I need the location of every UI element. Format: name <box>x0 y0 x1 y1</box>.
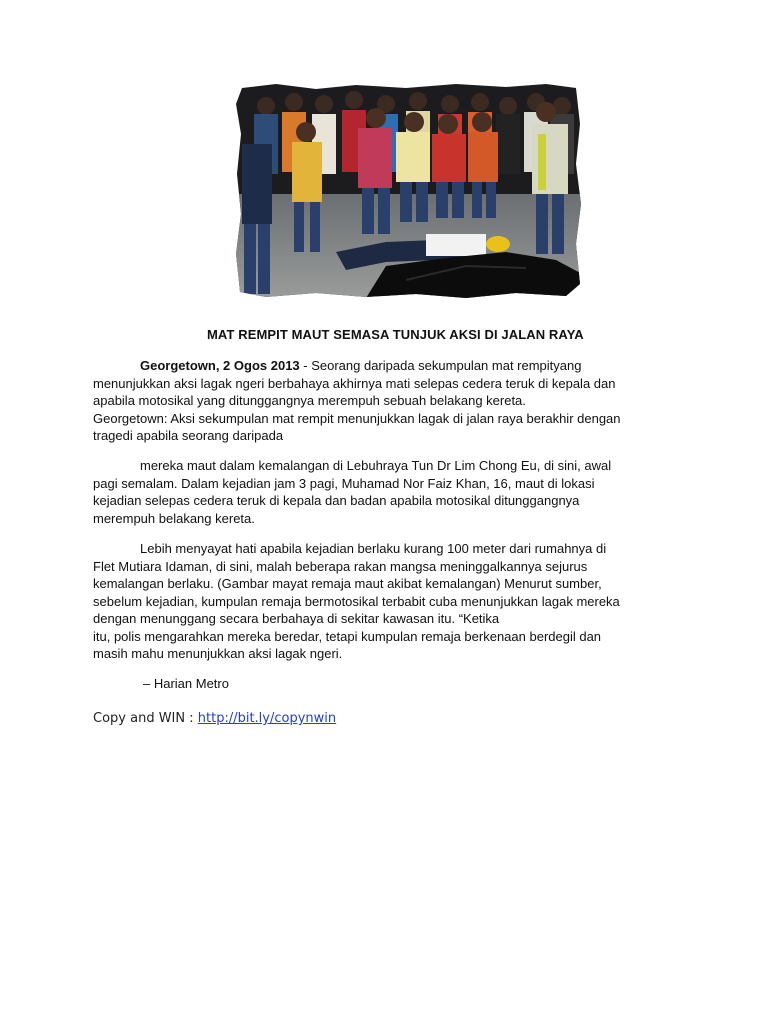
paragraph-line: tragedi apabila seorang daripada <box>93 428 284 443</box>
paragraph-line: apabila motosikal yang ditunggangnya merempuh sebuah belakang kereta. <box>93 393 526 408</box>
paragraph-line: menunjukkan aksi lagak ngeri berbahaya akhirnya mati selepas cedera teruk di kepala dan <box>93 375 616 391</box>
paragraph-line: Georgetown: Aksi sekumpulan mat rempit menunjukkan lagak di jalan raya berakhir dengan <box>93 410 621 426</box>
article-source: – Harian Metro <box>143 676 229 691</box>
article-paragraph-2 <box>93 457 683 527</box>
paragraph-line: Flet Mutiara Idaman, di sini, malah beberapa rakan mangsa meninggalkannya sejurus <box>93 558 588 574</box>
paragraph-line: masih mahu menunjukkan aksi lagak ngeri. <box>93 646 343 661</box>
paragraph-line <box>93 357 683 375</box>
promo-line <box>93 711 336 726</box>
paragraph-line: dengan menunggang secara berbahaya di sekitar kawasan itu. “Ketika <box>93 611 500 626</box>
paragraph-line: sebelum kejadian, kumpulan remaja bermotosikal terbabit cuba menunjukkan lagak mereka <box>93 593 620 609</box>
news-photo <box>236 84 582 298</box>
paragraph-line: merempuh belakang kereta. <box>93 510 255 526</box>
paragraph-line: mereka maut dalam kemalangan di Lebuhraya Tun Dr Lim Chong Eu, di sini, awal <box>140 458 612 473</box>
article-paragraph-3 <box>93 540 683 663</box>
article-headline: MAT REMPIT MAUT SEMASA TUNJUK AKSI DI JALAN RAYA <box>207 327 584 342</box>
paragraph-line: Lebih menyayat hati apabila kejadian berlaku kurang 100 meter dari rumahnya di <box>140 541 607 556</box>
paragraph-line-text: - Seorang daripada sekumpulan mat rempityang <box>299 358 582 373</box>
paragraph-line: kejadian selepas cedera teruk di kepala dan badan apabila motosikal ditunggangnya <box>93 493 580 508</box>
paragraph-line: pagi semalam. Dalam kejadian jam 3 pagi, Muhamad Nor Faiz Khan, 16, maut di lokasi <box>93 475 595 491</box>
article-dateline: Georgetown, 2 Ogos 2013 <box>140 358 300 373</box>
promo-label: Copy and WIN : <box>93 711 198 726</box>
article-paragraph-1 <box>93 357 683 445</box>
promo-link[interactable]: http://bit.ly/copynwin <box>197 711 337 726</box>
paragraph-line: itu, polis mengarahkan mereka beredar, tetapi kumpulan remaja berkenaan berdegil dan <box>93 628 602 644</box>
news-photo-crowd-accident-scene-icon <box>236 84 582 298</box>
paragraph-line: kemalangan berlaku. (Gambar mayat remaja maut akibat kemalangan) Menurut sumber, <box>93 576 602 591</box>
